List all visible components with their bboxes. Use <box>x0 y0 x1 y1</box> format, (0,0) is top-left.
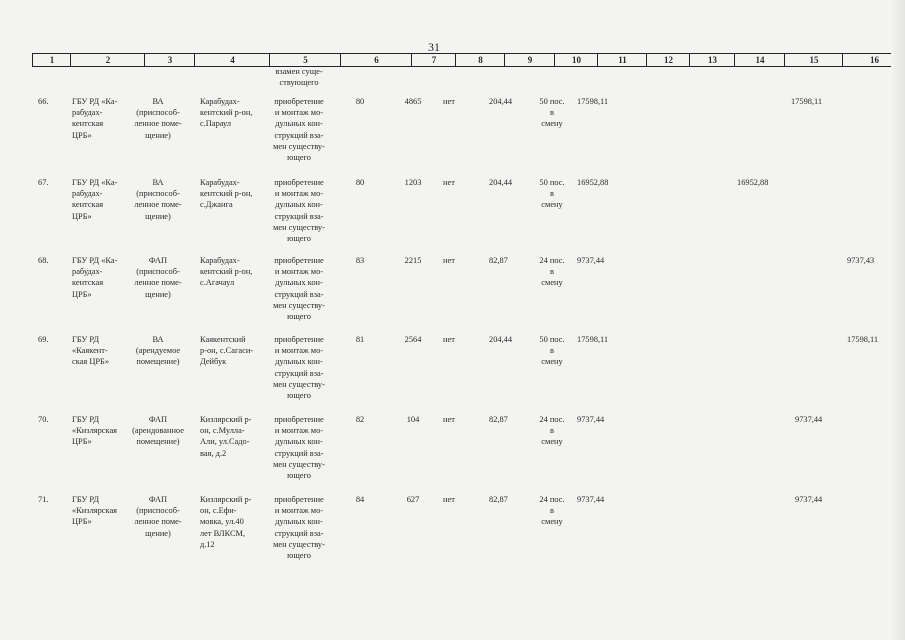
row-col8: нет <box>443 415 455 424</box>
row-total: 16952,88 <box>577 178 609 187</box>
row-organization: ГБУ РД «Кизлярская ЦРБ» <box>72 495 118 527</box>
row-col9: 82,87 <box>489 495 508 504</box>
row-capacity: 24 пос. в смену <box>539 256 565 288</box>
row-col6: 80 <box>355 178 365 187</box>
row-facility-type: ФАП (приспособ- ленное поме- щение) <box>134 495 182 538</box>
row-work: приобретение и монтаж мо- дульных кон- струкций вза- мен существу- ющего <box>273 335 325 401</box>
row-col9: 204,44 <box>489 178 513 187</box>
row-number: 68. <box>38 256 49 265</box>
row-year-amount: 9737,44 <box>795 495 823 504</box>
continuation-text: взамен суще- ствующего <box>275 67 323 88</box>
row-organization: ГБУ РД «Ка- рабудах- кентская ЦРБ» <box>72 97 118 140</box>
row-work: приобретение и монтаж мо- дульных кон- струкций вза- мен существу- ющего <box>273 256 325 322</box>
row-total: 17598,11 <box>577 335 609 344</box>
row-col8: нет <box>443 97 455 106</box>
header-col-9: 9 <box>504 54 555 66</box>
row-work: приобретение и монтаж мо- дульных кон- струкций вза- мен существу- ющего <box>273 495 325 561</box>
scan-edge <box>891 0 905 640</box>
row-col7: 104 <box>406 415 420 424</box>
row-col6: 81 <box>355 335 365 344</box>
header-col-6: 6 <box>340 54 412 66</box>
header-col-16: 16 <box>842 54 905 66</box>
header-col-11: 11 <box>597 54 647 66</box>
row-capacity: 50 пос. в смену <box>539 335 565 367</box>
row-col8: нет <box>443 178 455 187</box>
row-number: 70. <box>38 415 49 424</box>
row-address: Кизлярский р- он, с.Ефи- мовка, ул.40 лет ВЛКСМ, д.12 <box>200 495 252 549</box>
row-col6: 80 <box>355 97 365 106</box>
row-facility-type: ВА (арендуемое помещение) <box>135 335 181 367</box>
row-number: 67. <box>38 178 49 187</box>
row-col6: 84 <box>355 495 365 504</box>
row-address: Карабудах- кентский р-он, с.Джанга <box>200 178 253 210</box>
row-col7: 1203 <box>404 178 422 187</box>
row-number: 69. <box>38 335 49 344</box>
header-col-7: 7 <box>411 54 456 66</box>
row-capacity: 50 пос. в смену <box>539 97 565 129</box>
header-col-3: 3 <box>144 54 195 66</box>
row-col7: 627 <box>406 495 420 504</box>
row-facility-type: ФАП (арендованное помещение) <box>132 415 184 447</box>
row-col8: нет <box>443 256 455 265</box>
row-col9: 204,44 <box>489 335 513 344</box>
header-col-15: 15 <box>784 54 843 66</box>
row-col7: 2564 <box>404 335 422 344</box>
row-capacity: 24 пос. в смену <box>539 495 565 527</box>
row-year-amount: 17598,11 <box>847 335 879 344</box>
page-number: 31 <box>428 40 440 54</box>
row-year-amount: 9737,44 <box>795 415 823 424</box>
row-work: приобретение и монтаж мо- дульных кон- струкций вза- мен существу- ющего <box>273 415 325 481</box>
header-col-4: 4 <box>194 54 270 66</box>
header-col-13: 13 <box>689 54 735 66</box>
row-col6: 82 <box>355 415 365 424</box>
row-number: 66. <box>38 97 49 106</box>
header-col-5: 5 <box>269 54 341 66</box>
header-col-10: 10 <box>554 54 598 66</box>
row-col8: нет <box>443 495 455 504</box>
header-col-12: 12 <box>646 54 690 66</box>
header-col-1: 1 <box>32 54 71 66</box>
row-address: Карабудах- кентский р-он, с.Агачаул <box>200 256 253 288</box>
row-total: 9737,44 <box>577 256 605 265</box>
row-address: Карабудах- кентский р-он, с.Параул <box>200 97 253 129</box>
header-col-14: 14 <box>734 54 785 66</box>
row-col9: 82,87 <box>489 415 508 424</box>
row-year-amount: 16952,88 <box>737 178 769 187</box>
row-number: 71. <box>38 495 49 504</box>
row-address: Кизлярский р- он, с.Мулла- Али, ул.Садо- вая, д.2 <box>200 415 252 458</box>
row-work: приобретение и монтаж мо- дульных кон- струкций вза- мен существу- ющего <box>273 178 325 244</box>
row-col8: нет <box>443 335 455 344</box>
row-organization: ГБУ РД «Каякент- ская ЦРБ» <box>72 335 110 367</box>
row-year-amount: 9737,43 <box>847 256 875 265</box>
row-total: 17598,11 <box>577 97 609 106</box>
row-year-amount: 17598,11 <box>791 97 823 106</box>
row-facility-type: ВА (приспособ- ленное поме- щение) <box>134 97 182 140</box>
header-col-2: 2 <box>70 54 145 66</box>
header-col-8: 8 <box>455 54 505 66</box>
row-col7: 2215 <box>404 256 422 265</box>
row-capacity: 50 пос. в смену <box>539 178 565 210</box>
row-total: 9737,44 <box>577 495 605 504</box>
row-address: Каякентский р-он, с.Сагаси- Дейбук <box>200 335 254 367</box>
table-header <box>32 53 905 67</box>
row-total: 9737,44 <box>577 415 605 424</box>
row-work: приобретение и монтаж мо- дульных кон- струкций вза- мен существу- ющего <box>273 97 325 163</box>
row-facility-type: ФАП (приспособ- ленное поме- щение) <box>134 256 182 299</box>
row-col9: 204,44 <box>489 97 513 106</box>
row-col9: 82,87 <box>489 256 508 265</box>
row-capacity: 24 пос. в смену <box>539 415 565 447</box>
row-facility-type: ВА (приспособ- ленное поме- щение) <box>134 178 182 221</box>
row-organization: ГБУ РД «Ка- рабудах- кентская ЦРБ» <box>72 178 118 221</box>
row-col7: 4865 <box>404 97 422 106</box>
row-organization: ГБУ РД «Ка- рабудах- кентская ЦРБ» <box>72 256 118 299</box>
row-organization: ГБУ РД «Кизлярская ЦРБ» <box>72 415 118 447</box>
row-col6: 83 <box>355 256 365 265</box>
